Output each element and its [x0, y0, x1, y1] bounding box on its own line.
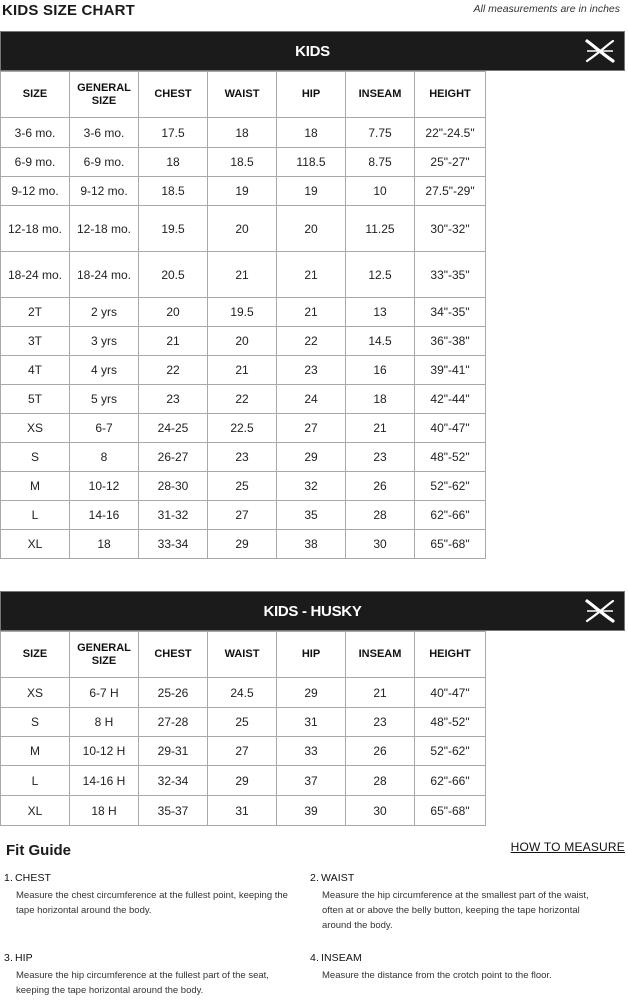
husky-chart-title: KIDS - HUSKY	[263, 603, 362, 620]
table-cell: 27	[208, 501, 277, 530]
table-row	[1, 177, 486, 206]
guide-description: Measure the chest circumference at the fullest point, keeping the tape horizontal around the body.	[16, 890, 288, 916]
table-cell: 6-9 mo.	[70, 148, 139, 177]
table-cell: 19.5	[139, 206, 208, 252]
table-cell: 30"-32"	[415, 206, 486, 252]
table-cell: 8	[70, 443, 139, 472]
table-cell: 21	[139, 327, 208, 356]
table-cell: 5 yrs	[70, 385, 139, 414]
fit-guide	[0, 838, 628, 1000]
guide-heading: CHEST	[14, 872, 52, 884]
size-cell: S	[1, 443, 70, 472]
table-row	[1, 252, 486, 298]
table-cell: 21	[346, 678, 415, 708]
husky-chart-header	[0, 591, 625, 631]
guide-number: 2.	[310, 872, 319, 884]
guide-item-chest	[4, 872, 304, 918]
how-to-measure-link[interactable]: HOW TO MEASURE	[510, 840, 625, 854]
table-cell: 22	[208, 385, 277, 414]
table-cell: 27-28	[139, 708, 208, 737]
table-cell: 12-18 mo.	[70, 206, 139, 252]
guide-description: Measure the hip circumference at the smallest part of the waist, often at or above the belly button, keeping the tape horizontal around the body.	[322, 890, 589, 931]
column-header: INSEAM	[346, 72, 415, 118]
size-cell: L	[1, 766, 70, 796]
table-cell: 30	[346, 796, 415, 826]
size-cell: 12-18 mo.	[1, 206, 70, 252]
table-row	[1, 118, 486, 148]
table-cell: 12.5	[346, 252, 415, 298]
table-cell: 16	[346, 356, 415, 385]
table-cell: 25-26	[139, 678, 208, 708]
table-cell: 29	[208, 530, 277, 559]
table-cell: 35	[277, 501, 346, 530]
table-cell: 6-7 H	[70, 678, 139, 708]
kids-size-table	[0, 71, 486, 559]
table-cell: 24-25	[139, 414, 208, 443]
top-header	[0, 0, 628, 24]
size-cell: M	[1, 737, 70, 766]
table-cell: 29	[277, 678, 346, 708]
column-header: GENERAL SIZE	[70, 72, 139, 118]
table-cell: 11.25	[346, 206, 415, 252]
table-cell: 25"-27"	[415, 148, 486, 177]
table-row	[1, 148, 486, 177]
size-cell: 5T	[1, 385, 70, 414]
table-cell: 23	[346, 708, 415, 737]
column-header: HIP	[277, 72, 346, 118]
table-cell: 18	[208, 118, 277, 148]
table-row	[1, 385, 486, 414]
table-cell: 18.5	[139, 177, 208, 206]
table-cell: 33-34	[139, 530, 208, 559]
table-cell: 18 H	[70, 796, 139, 826]
x-brand-logo-icon	[584, 38, 616, 64]
column-header: SIZE	[1, 72, 70, 118]
unit-note: All measurements are in inches	[473, 3, 620, 15]
table-cell: 31	[208, 796, 277, 826]
table-cell: 23	[139, 385, 208, 414]
table-cell: 30	[346, 530, 415, 559]
table-cell: 23	[346, 443, 415, 472]
table-cell: 52"-62"	[415, 472, 486, 501]
table-cell: 14-16	[70, 501, 139, 530]
table-cell: 40"-47"	[415, 678, 486, 708]
table-cell: 37	[277, 766, 346, 796]
table-cell: 35-37	[139, 796, 208, 826]
table-cell: 18	[346, 385, 415, 414]
guide-item-inseam	[310, 952, 610, 983]
table-cell: 19.5	[208, 298, 277, 327]
table-cell: 18	[277, 118, 346, 148]
table-cell: 21	[208, 356, 277, 385]
table-row	[1, 327, 486, 356]
table-cell: 6-7	[70, 414, 139, 443]
guide-number: 4.	[310, 952, 319, 964]
table-row	[1, 356, 486, 385]
table-cell: 10-12 H	[70, 737, 139, 766]
table-cell: 31-32	[139, 501, 208, 530]
table-cell: 39	[277, 796, 346, 826]
table-cell: 17.5	[139, 118, 208, 148]
table-cell: 40"-47"	[415, 414, 486, 443]
table-cell: 10-12	[70, 472, 139, 501]
table-cell: 32	[277, 472, 346, 501]
table-cell: 19	[277, 177, 346, 206]
table-cell: 27	[208, 737, 277, 766]
table-cell: 7.75	[346, 118, 415, 148]
table-cell: 22	[277, 327, 346, 356]
table-cell: 8 H	[70, 708, 139, 737]
table-cell: 3 yrs	[70, 327, 139, 356]
table-cell: 28-30	[139, 472, 208, 501]
size-cell: 3T	[1, 327, 70, 356]
page-title: KIDS SIZE CHART	[2, 2, 136, 19]
table-cell: 62"-66"	[415, 501, 486, 530]
table-cell: 22	[139, 356, 208, 385]
column-header: CHEST	[139, 72, 208, 118]
table-cell: 26-27	[139, 443, 208, 472]
table-header-row	[1, 72, 486, 118]
table-cell: 26	[346, 737, 415, 766]
column-header: GENERAL SIZE	[70, 632, 139, 678]
table-row	[1, 530, 486, 559]
table-cell: 22"-24.5"	[415, 118, 486, 148]
table-cell: 52"-62"	[415, 737, 486, 766]
table-cell: 28	[346, 766, 415, 796]
table-cell: 38	[277, 530, 346, 559]
size-cell: 2T	[1, 298, 70, 327]
table-cell: 24	[277, 385, 346, 414]
table-cell: 34"-35"	[415, 298, 486, 327]
table-cell: 21	[346, 414, 415, 443]
table-cell: 32-34	[139, 766, 208, 796]
table-row	[1, 206, 486, 252]
table-cell: 18-24 mo.	[70, 252, 139, 298]
table-cell: 25	[208, 472, 277, 501]
table-cell: 23	[208, 443, 277, 472]
table-cell: 27.5"-29"	[415, 177, 486, 206]
table-cell: 10	[346, 177, 415, 206]
column-header: HIP	[277, 632, 346, 678]
table-cell: 20	[139, 298, 208, 327]
husky-size-chart	[0, 591, 625, 826]
table-cell: 25	[208, 708, 277, 737]
table-cell: 21	[277, 252, 346, 298]
table-cell: 33	[277, 737, 346, 766]
table-cell: 2 yrs	[70, 298, 139, 327]
guide-heading: WAIST	[320, 872, 355, 884]
table-cell: 31	[277, 708, 346, 737]
size-cell: 18-24 mo.	[1, 252, 70, 298]
guide-heading: HIP	[14, 952, 33, 964]
guide-heading: INSEAM	[320, 952, 362, 964]
column-header: SIZE	[1, 632, 70, 678]
table-cell: 26	[346, 472, 415, 501]
husky-size-table	[0, 631, 486, 826]
column-header: WAIST	[208, 72, 277, 118]
table-cell: 118.5	[277, 148, 346, 177]
guide-description: Measure the distance from the crotch point to the floor.	[322, 970, 552, 981]
table-cell: 18.5	[208, 148, 277, 177]
column-header: WAIST	[208, 632, 277, 678]
size-cell: XL	[1, 530, 70, 559]
table-cell: 28	[346, 501, 415, 530]
column-header: HEIGHT	[415, 72, 486, 118]
column-header: CHEST	[139, 632, 208, 678]
table-cell: 39"-41"	[415, 356, 486, 385]
table-cell: 62"-66"	[415, 766, 486, 796]
size-cell: S	[1, 708, 70, 737]
size-cell: 3-6 mo.	[1, 118, 70, 148]
size-cell: 9-12 mo.	[1, 177, 70, 206]
table-cell: 20	[208, 327, 277, 356]
x-brand-logo-icon	[584, 598, 616, 624]
size-cell: XS	[1, 678, 70, 708]
size-cell: XS	[1, 414, 70, 443]
table-row	[1, 414, 486, 443]
table-cell: 14-16 H	[70, 766, 139, 796]
guide-item-waist	[310, 872, 610, 933]
table-cell: 23	[277, 356, 346, 385]
size-cell: M	[1, 472, 70, 501]
table-cell: 20.5	[139, 252, 208, 298]
table-cell: 20	[277, 206, 346, 252]
guide-number: 3.	[4, 952, 13, 964]
table-row	[1, 766, 486, 796]
table-row	[1, 472, 486, 501]
table-cell: 18	[139, 148, 208, 177]
fit-guide-title: Fit Guide	[6, 842, 71, 859]
table-row	[1, 708, 486, 737]
table-row	[1, 796, 486, 826]
table-cell: 8.75	[346, 148, 415, 177]
table-cell: 21	[277, 298, 346, 327]
table-cell: 24.5	[208, 678, 277, 708]
table-row	[1, 737, 486, 766]
table-cell: 13	[346, 298, 415, 327]
table-cell: 20	[208, 206, 277, 252]
table-cell: 48"-52"	[415, 708, 486, 737]
table-header-row	[1, 632, 486, 678]
kids-chart-header	[0, 31, 625, 71]
table-cell: 29	[208, 766, 277, 796]
table-cell: 29	[277, 443, 346, 472]
size-cell: 6-9 mo.	[1, 148, 70, 177]
table-cell: 9-12 mo.	[70, 177, 139, 206]
table-cell: 29-31	[139, 737, 208, 766]
kids-size-chart	[0, 31, 625, 559]
table-cell: 3-6 mo.	[70, 118, 139, 148]
size-cell: XL	[1, 796, 70, 826]
table-cell: 33"-35"	[415, 252, 486, 298]
table-cell: 48"-52"	[415, 443, 486, 472]
table-cell: 27	[277, 414, 346, 443]
table-cell: 42"-44"	[415, 385, 486, 414]
table-row	[1, 501, 486, 530]
guide-item-hip	[4, 952, 304, 998]
column-header: HEIGHT	[415, 632, 486, 678]
table-cell: 36"-38"	[415, 327, 486, 356]
guide-number: 1.	[4, 872, 13, 884]
guide-description: Measure the hip circumference at the fullest part of the seat, keeping the tape horizontal around the body.	[16, 970, 269, 996]
kids-chart-title: KIDS	[295, 43, 330, 60]
size-cell: L	[1, 501, 70, 530]
table-cell: 21	[208, 252, 277, 298]
size-cell: 4T	[1, 356, 70, 385]
table-cell: 65"-68"	[415, 796, 486, 826]
table-cell: 22.5	[208, 414, 277, 443]
table-cell: 65"-68"	[415, 530, 486, 559]
table-row	[1, 298, 486, 327]
table-cell: 18	[70, 530, 139, 559]
table-row	[1, 678, 486, 708]
table-cell: 14.5	[346, 327, 415, 356]
table-cell: 19	[208, 177, 277, 206]
table-row	[1, 443, 486, 472]
column-header: INSEAM	[346, 632, 415, 678]
table-cell: 4 yrs	[70, 356, 139, 385]
